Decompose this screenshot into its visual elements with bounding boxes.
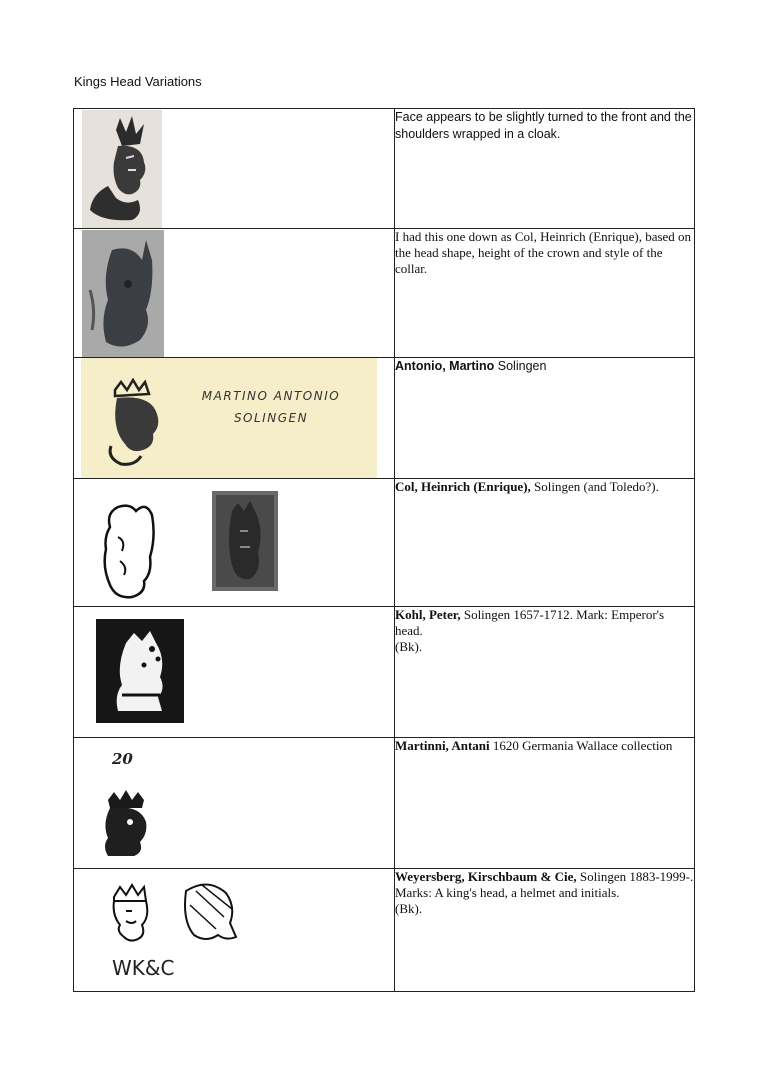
image-label-line-2: SOLINGEN [233, 411, 309, 425]
mark-image-cell [74, 738, 395, 869]
col-heinrich-stamp-photo-image [212, 491, 278, 591]
mark-description: Solingen 1657-1712. Mark: Emperor's head. [395, 607, 665, 638]
mark-image-cell [74, 479, 395, 607]
mark-description-cell [395, 738, 695, 869]
table-row [74, 479, 695, 607]
martino-antonio-mark-image [81, 358, 377, 478]
mark-description-cell [395, 479, 695, 607]
kohl-emperor-head-mark-image [96, 619, 184, 723]
mark-description: I had this one down as Col, Heinrich (Enrique), based on the head shape, height of the crown and style of the collar. [395, 229, 692, 276]
mark-image-cell [74, 229, 395, 358]
mark-image-cell [74, 869, 395, 992]
mark-note: Marks: A king's head, a helmet and initials. [395, 885, 620, 900]
mark-image-cell [74, 358, 395, 479]
mark-reference: (Bk). [395, 639, 423, 654]
mark-description: Solingen (and Toledo?). [530, 479, 659, 494]
maker-name: Weyersberg, Kirschbaum & Cie, [395, 869, 577, 884]
mark-description-cell [395, 607, 695, 738]
maker-name: Kohl, Peter, [395, 607, 461, 622]
maker-name: Col, Heinrich (Enrique), [395, 479, 531, 494]
table-row [74, 229, 695, 358]
mark-description: Face appears to be slightly turned to the front and the shoulders wrapped in a cloak. [395, 110, 692, 141]
table-row [74, 358, 695, 479]
maker-name: Antonio, Martino [395, 359, 495, 373]
table-row [74, 738, 695, 869]
mark-image-cell [74, 109, 395, 229]
table-row [74, 607, 695, 738]
stamped-head-photo-image [82, 230, 164, 357]
mark-description: 1620 Germania Wallace collection [489, 738, 673, 753]
table-row [74, 869, 695, 992]
weyersberg-king-helmet-mark-image [86, 871, 256, 989]
mark-description-cell [395, 229, 695, 358]
mark-description-cell [395, 358, 695, 479]
mark-description: Solingen 1883-1999-. [576, 869, 694, 884]
martinni-crowned-head-mark-image [94, 742, 164, 864]
maker-name: Martinni, Antani [395, 738, 490, 753]
mark-initials-label: WK&C [112, 956, 175, 980]
image-label-line-1: MARTINO ANTONIO [201, 389, 341, 403]
page-title: Kings Head Variations [74, 74, 202, 89]
mark-description-cell [395, 869, 695, 992]
marks-table [73, 108, 695, 992]
king-head-sketch-image [82, 110, 162, 228]
mark-number-label: 20 [112, 750, 133, 768]
mark-description-cell [395, 109, 695, 229]
col-heinrich-line-drawing-image [96, 497, 160, 601]
mark-image-cell [74, 607, 395, 738]
mark-reference: (Bk). [395, 901, 423, 916]
table-row [74, 109, 695, 229]
mark-description: Solingen [494, 359, 547, 373]
